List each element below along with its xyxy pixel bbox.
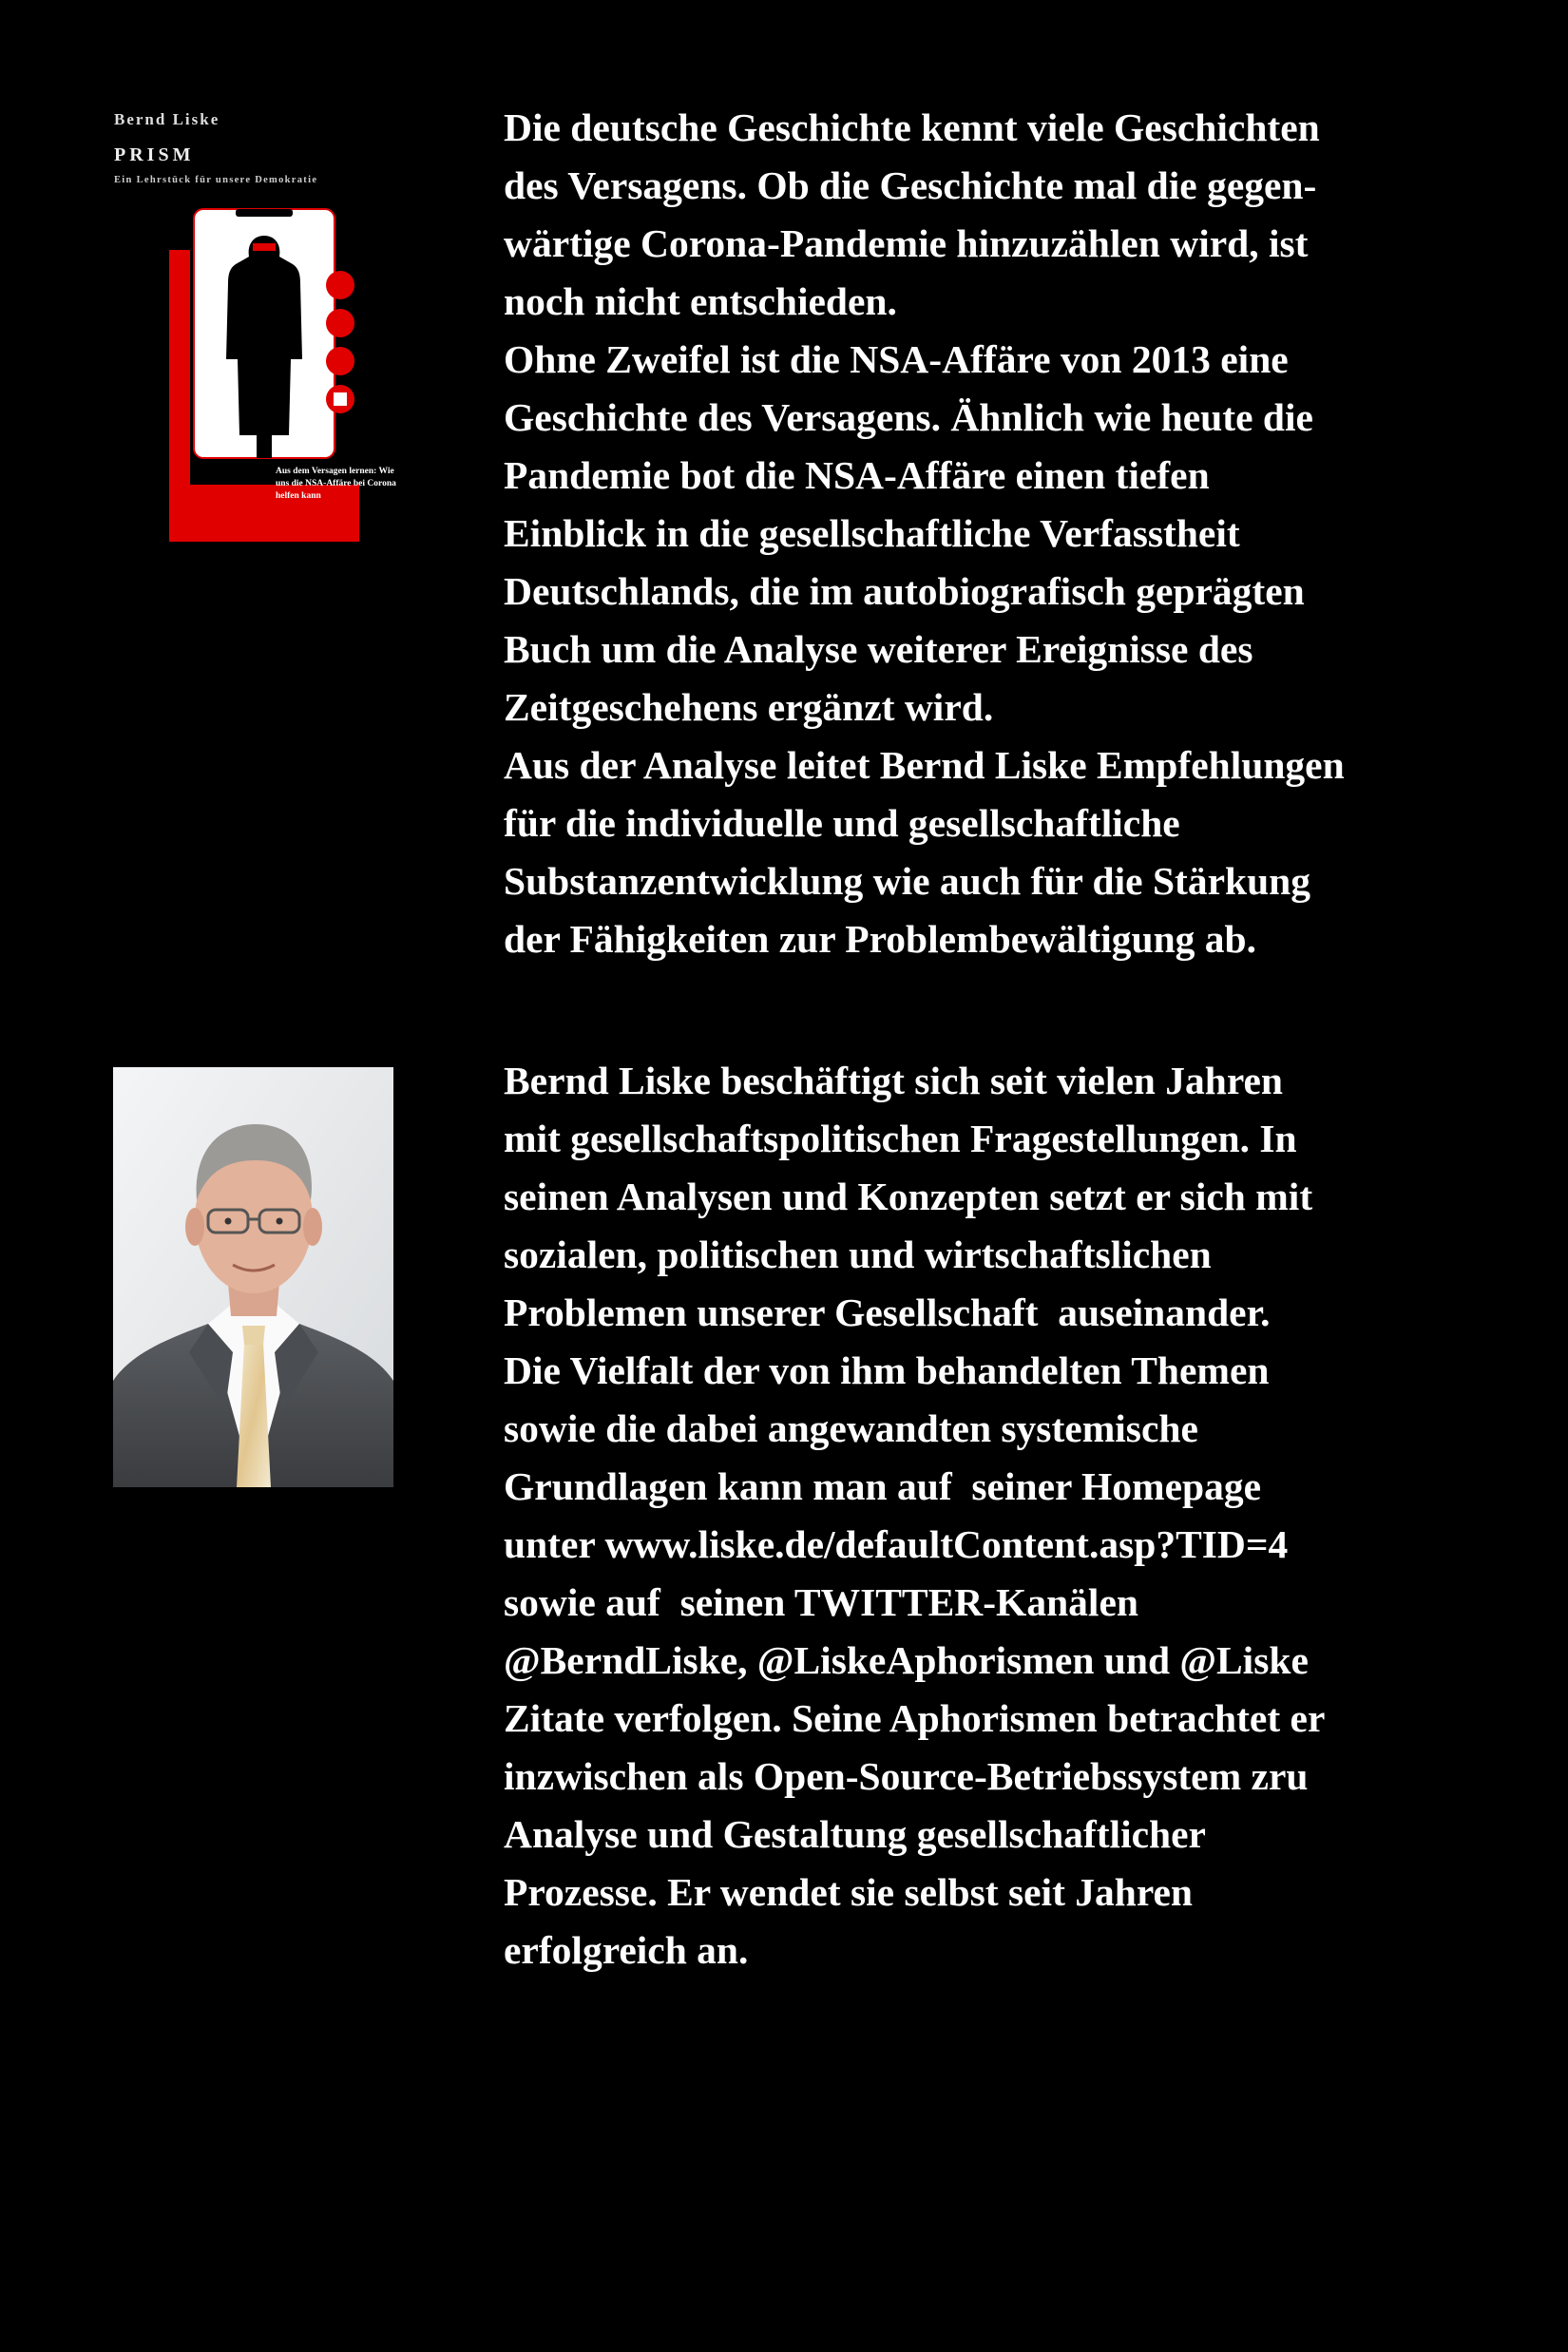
cover-subtitle: Ein Lehrstück für unsere Demokratie bbox=[114, 175, 318, 185]
cover-teaser: Aus dem Versagen lernen: Wie uns die NSA-Affäre bei Corona helfen kann bbox=[276, 467, 396, 501]
cover-author: Bernd Liske bbox=[114, 110, 220, 128]
book-description: Die deutsche Geschichte kennt viele Geschichten des Versagens. Ob die Geschichte mal die gegen- wärtige Corona-Pandemie hinzuzählen wird, ist noch nicht entschieden. Ohne Zweifel ist die NSA-Affäre von 2013 eine Geschichte des Versagens. Ähnlich wie heute die Pandemie bot die NSA-Affäre einen tiefen Einblick in die gesellschaftliche Verfasstheit Deutschlands, die im autobiografisch geprägten Buch um die Analyse weiterer Ereignisse des Zeitgeschehens ergänzt wird. Aus der Analyse leitet Bernd Liske Empfehlungen für die individuelle und gesellschaftliche Substanzentwicklung wie auch für die Stärkung der Fähigkeiten zur Problembewältigung ab. bbox=[504, 105, 1345, 961]
book-cover-image bbox=[112, 105, 397, 542]
cover-title: PRISM bbox=[114, 144, 195, 165]
author-portrait bbox=[113, 1067, 393, 1487]
author-bio: Bernd Liske beschäftigt sich seit vielen Jahren mit gesellschaftspolitischen Fragestellungen. In seinen Analysen und Konzepten setzt er sich mit sozialen, politischen und wirtschaftslichen Problemen unserer Gesellschaft auseinander. Die Vielfalt der von ihm behandelten Themen sowie die dabei angewandten systemische Grundlagen kann man auf seiner Homepage unter www.liske.de/defaultContent.asp?TID=4 sowie auf seinen TWITTER-Kanälen @BerndLiske, @LiskeAphorismen und @Liske Zitate verfolgen. Seine Aphorismen betrachtet er inzwischen als Open-Source-Betriebssystem zru Analyse und Gestaltung gesellschaftlicher Prozesse. Er wendet sie selbst seit Jahren erfolgreich an. bbox=[504, 1059, 1326, 1972]
